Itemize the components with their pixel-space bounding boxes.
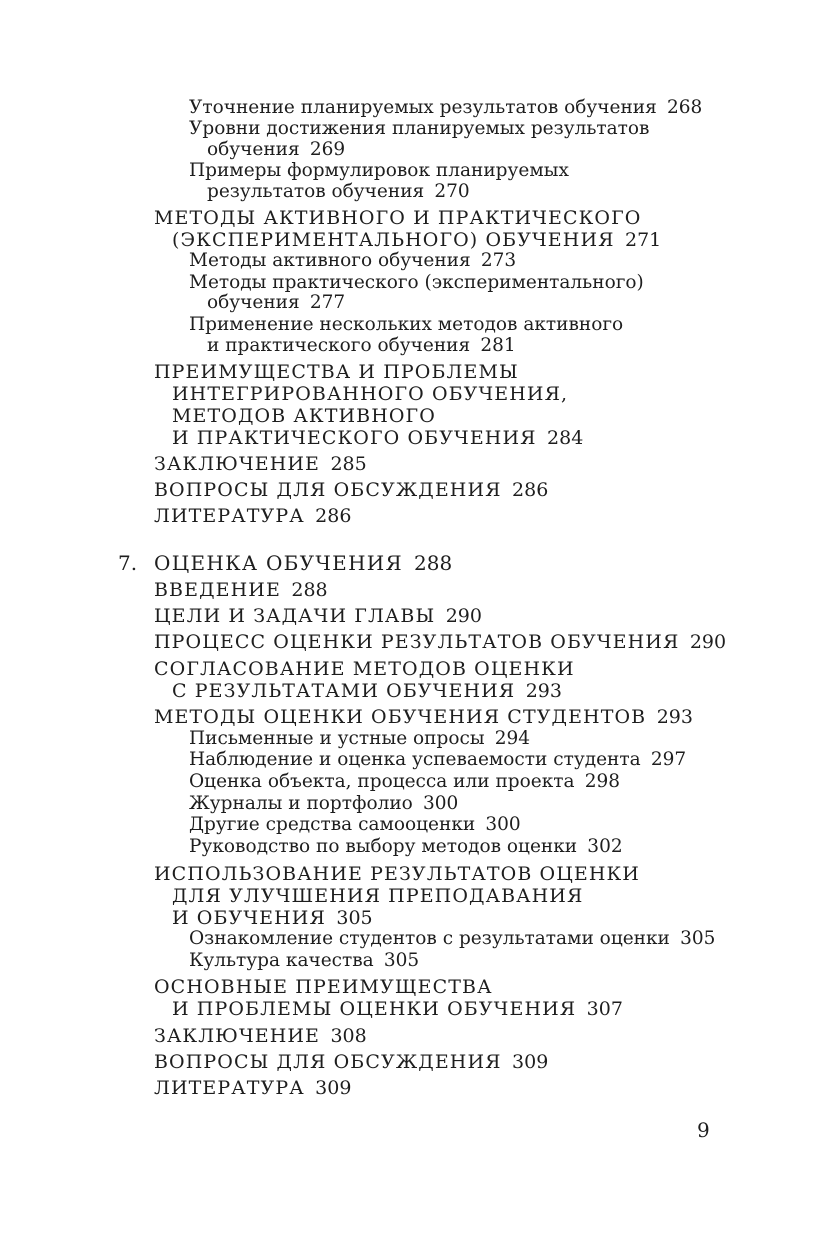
toc-entry: Методы практического (экспериментального) [189,272,644,293]
toc-entry: Примеры формулировок планируемых [189,160,569,181]
toc-entry: обучения 277 [207,292,346,313]
toc-entry: Письменные и устные опросы 294 [189,728,531,749]
toc-entry: Руководство по выбору методов оценки 302 [189,836,623,857]
toc-section: ОСНОВНЫЕ ПРЕИМУЩЕСТВА [154,976,493,998]
page-number: 9 [697,1118,710,1142]
toc-section: МЕТОДОВ АКТИВНОГО [172,405,436,427]
toc-entry: обучения 269 [207,139,346,160]
toc-entry: Применение нескольких методов активного [189,314,624,335]
toc-section: И ПРОБЛЕМЫ ОЦЕНКИ ОБУЧЕНИЯ 307 [172,998,623,1020]
toc-entry: результатов обучения 270 [207,181,470,202]
chapter-title: ОЦЕНКА ОБУЧЕНИЯ 288 [154,551,453,575]
toc-section: ЗАКЛЮЧЕНИЕ 308 [154,1025,367,1047]
toc-section: ВВЕДЕНИЕ 288 [154,579,328,601]
toc-entry: Оценка объекта, процесса или проекта 298 [189,771,621,792]
toc-entry: Другие средства самооценки 300 [189,814,521,835]
toc-section: ПРОЦЕСС ОЦЕНКИ РЕЗУЛЬТАТОВ ОБУЧЕНИЯ 290 [154,631,727,653]
toc-entry: Культура качества 305 [189,950,420,971]
chapter-number: 7. [118,551,138,575]
toc-section: ЛИТЕРАТУРА 309 [154,1077,352,1099]
toc-section: ПРЕИМУЩЕСТВА И ПРОБЛЕМЫ [154,361,519,383]
toc-section: ВОПРОСЫ ДЛЯ ОБСУЖДЕНИЯ 309 [154,1051,549,1073]
toc-entry: Уточнение планируемых результатов обучения 268 [189,97,703,118]
toc-entry: Журналы и портфолио 300 [189,793,459,814]
toc-section: ЛИТЕРАТУРА 286 [154,505,352,527]
toc-section: МЕТОДЫ АКТИВНОГО И ПРАКТИЧЕСКОГО [154,207,642,229]
toc-entry: Методы активного обучения 273 [189,250,517,271]
toc-section: С РЕЗУЛЬТАТАМИ ОБУЧЕНИЯ 293 [172,680,562,702]
toc-section: СОГЛАСОВАНИЕ МЕТОДОВ ОЦЕНКИ [154,658,575,680]
toc-entry: Наблюдение и оценка успеваемости студента 297 [189,749,687,770]
toc-entry: Уровни достижения планируемых результатов [189,118,650,139]
toc-section: ЦЕЛИ И ЗАДАЧИ ГЛАВЫ 290 [154,605,482,627]
toc-section: ДЛЯ УЛУЧШЕНИЯ ПРЕПОДАВАНИЯ [172,885,584,907]
toc-section: И ПРАКТИЧЕСКОГО ОБУЧЕНИЯ 284 [172,427,584,449]
toc-entry: Ознакомление студентов с результатами оценки 305 [189,928,716,949]
toc-section: ИНТЕГРИРОВАННОГО ОБУЧЕНИЯ, [172,383,569,405]
toc-section: (ЭКСПЕРИМЕНТАЛЬНОГО) ОБУЧЕНИЯ 271 [172,229,662,251]
toc-entry: и практического обучения 281 [207,335,516,356]
toc-section: ИСПОЛЬЗОВАНИЕ РЕЗУЛЬТАТОВ ОЦЕНКИ [154,863,640,885]
toc-section: ЗАКЛЮЧЕНИЕ 285 [154,453,367,475]
toc-section: ВОПРОСЫ ДЛЯ ОБСУЖДЕНИЯ 286 [154,479,549,501]
toc-section: МЕТОДЫ ОЦЕНКИ ОБУЧЕНИЯ СТУДЕНТОВ 293 [154,706,693,728]
toc-section: И ОБУЧЕНИЯ 305 [172,907,373,929]
